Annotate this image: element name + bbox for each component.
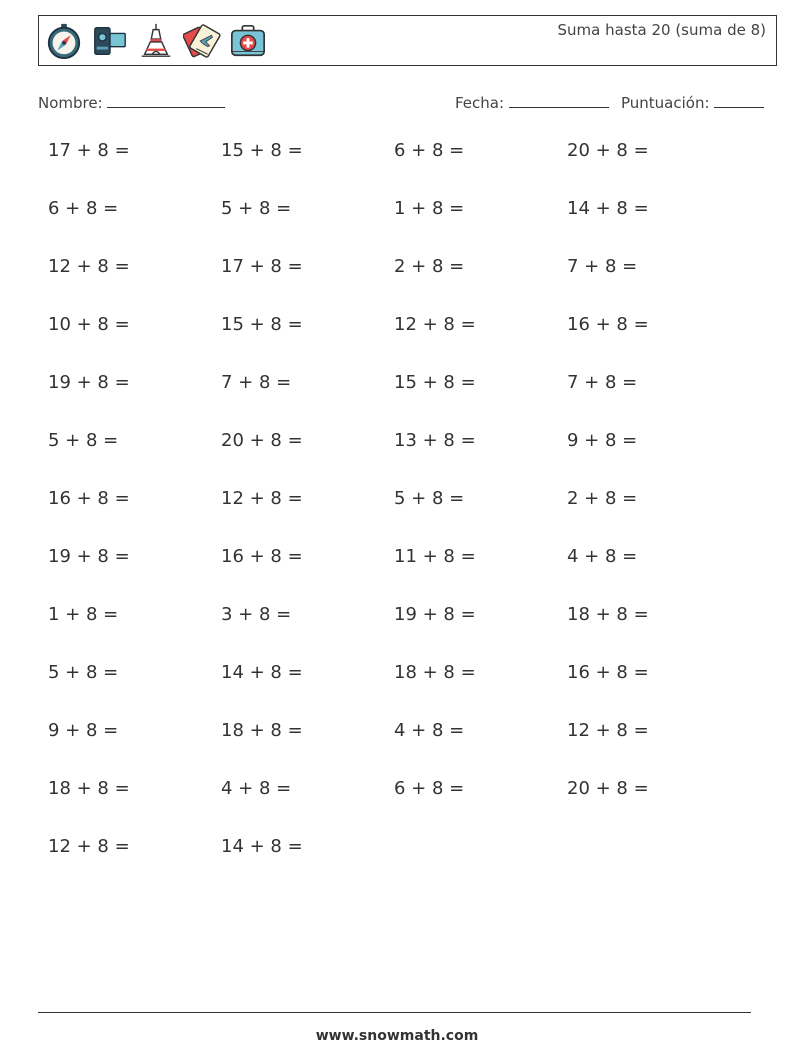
problem-item: 4 + 8 = [221,778,292,799]
problem-item: 6 + 8 = [394,140,465,161]
problem-item: 15 + 8 = [394,372,476,393]
header-icons [45,20,267,62]
eiffel-tower-icon [137,21,175,61]
problem-item: 6 + 8 = [394,778,465,799]
problem-item: 7 + 8 = [221,372,292,393]
plane-ticket-icon [183,21,221,61]
score-blank[interactable] [714,92,764,108]
problem-item: 1 + 8 = [394,198,465,219]
problem-item: 20 + 8 = [221,430,303,451]
date-field [455,92,609,112]
name-label: Nombre: [38,94,103,112]
problem-item: 19 + 8 = [48,546,130,567]
problem-item: 18 + 8 = [394,662,476,683]
problem-item: 19 + 8 = [48,372,130,393]
problem-item: 14 + 8 = [567,198,649,219]
problem-item: 17 + 8 = [221,256,303,277]
problem-item: 5 + 8 = [394,488,465,509]
video-camera-icon [91,21,129,61]
date-label: Fecha: [455,94,505,112]
problem-item: 18 + 8 = [221,720,303,741]
problem-item: 9 + 8 = [48,720,119,741]
name-blank[interactable] [107,92,225,108]
problem-item: 12 + 8 = [567,720,649,741]
problem-row [48,778,748,808]
problem-row [48,720,748,750]
problem-item: 9 + 8 = [567,430,638,451]
problem-item: 16 + 8 = [221,546,303,567]
problem-row [48,546,748,576]
problem-item: 7 + 8 = [567,372,638,393]
first-aid-kit-icon [229,21,267,61]
problem-item: 6 + 8 = [48,198,119,219]
problem-item: 12 + 8 = [221,488,303,509]
problem-item: 18 + 8 = [567,604,649,625]
header-box [38,15,777,66]
problem-item: 5 + 8 = [48,430,119,451]
problem-item: 1 + 8 = [48,604,119,625]
problem-item: 5 + 8 = [221,198,292,219]
compass-icon [45,21,83,61]
footer-url: www.snowmath.com [315,1028,479,1044]
problem-item: 13 + 8 = [394,430,476,451]
problem-item: 11 + 8 = [394,546,476,567]
problem-item: 19 + 8 = [394,604,476,625]
problem-item: 12 + 8 = [48,256,130,277]
problem-item: 16 + 8 = [48,488,130,509]
problem-item: 7 + 8 = [567,256,638,277]
problem-item: 12 + 8 = [394,314,476,335]
problem-row [48,662,748,692]
date-blank[interactable] [509,92,609,108]
problem-item: 5 + 8 = [48,662,119,683]
problem-item: 18 + 8 = [48,778,130,799]
name-field [38,92,225,112]
problem-row [48,314,748,344]
problem-item: 4 + 8 = [394,720,465,741]
problem-row [48,488,748,518]
problem-item: 2 + 8 = [394,256,465,277]
problem-item: 15 + 8 = [221,314,303,335]
problem-item: 15 + 8 = [221,140,303,161]
problem-item: 2 + 8 = [567,488,638,509]
problem-row [48,836,748,866]
problem-item: 17 + 8 = [48,140,130,161]
problem-item: 4 + 8 = [567,546,638,567]
score-label: Puntuación: [621,94,710,112]
problem-item: 16 + 8 = [567,662,649,683]
problem-row [48,198,748,228]
problem-item: 3 + 8 = [221,604,292,625]
problem-item: 14 + 8 = [221,662,303,683]
problem-row [48,256,748,286]
problem-item: 16 + 8 = [567,314,649,335]
problem-item: 12 + 8 = [48,836,130,857]
score-field [621,92,764,112]
problem-item: 10 + 8 = [48,314,130,335]
problem-row [48,140,748,170]
worksheet-title: Suma hasta 20 (suma de 8) [557,21,766,39]
problem-row [48,372,748,402]
problem-item: 20 + 8 = [567,778,649,799]
problem-item: 14 + 8 = [221,836,303,857]
problem-row [48,604,748,634]
footer-divider [38,1012,751,1013]
problem-item: 20 + 8 = [567,140,649,161]
problem-row [48,430,748,460]
